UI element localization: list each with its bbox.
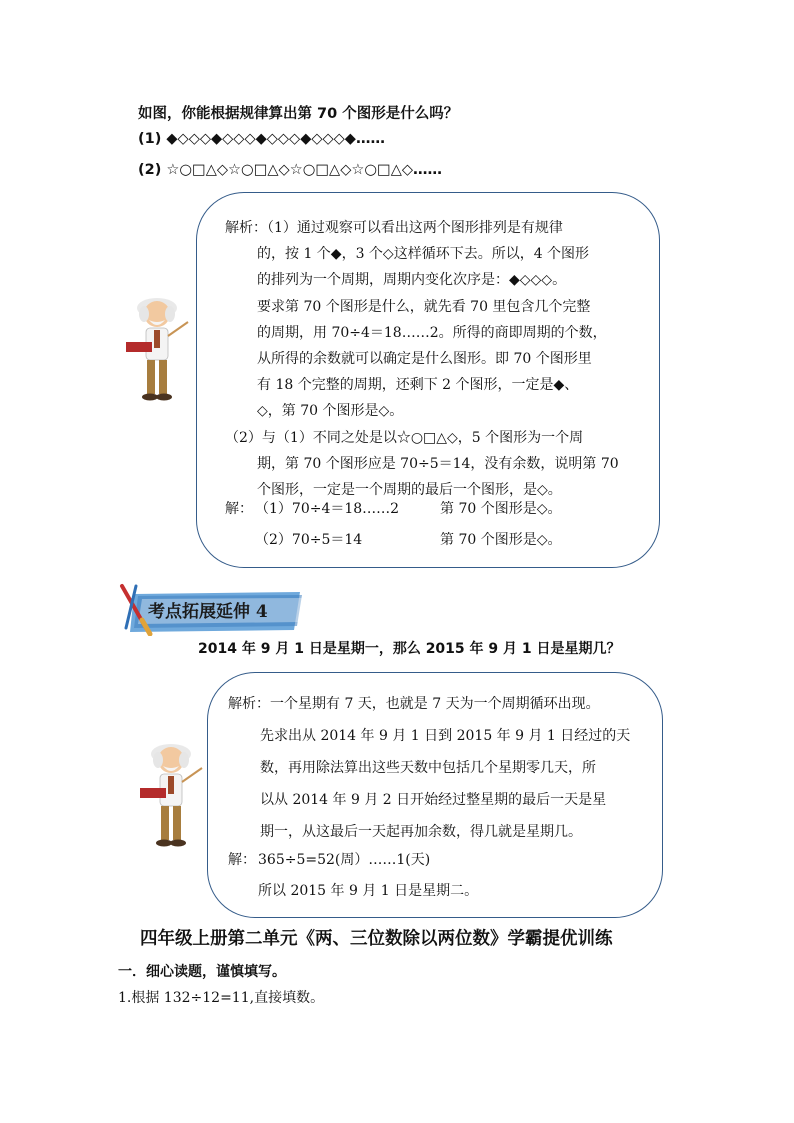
analysis-line: 数，再用除法算出这些天数中包括几个星期零几天，所: [260, 760, 596, 776]
solution-line-1: 365÷5=52(周）……1(天): [258, 852, 431, 868]
section-title: 一．细心读题，谨慎填写。: [118, 964, 286, 980]
pattern-line-1: (1) ◆◇◇◇◆◇◇◇◆◇◇◇◆◇◇◇◆……: [138, 131, 385, 147]
analysis-line: 解析：一个星期有 7 天，也就是 7 天为一个周期循环出现。: [228, 696, 600, 712]
analysis-line: 以从 2014 年 9 月 2 日开始经过整星期的最后一天是星: [260, 792, 607, 808]
analysis-line: 要求第 70 个图形是什么，就先看 70 里包含几个完整: [257, 298, 591, 315]
analysis-line: 的周期，用 70÷4＝18……2。所得的商即周期的个数，: [257, 324, 607, 341]
unit-title: 四年级上册第二单元《两、三位数除以两位数》学霸提优训练: [140, 929, 613, 949]
analysis-line: 的，按 1 个◆，3 个◇这样循环下去。所以，4 个图形: [257, 246, 590, 263]
question-2-title: 2014 年 9 月 1 日是星期一，那么 2015 年 9 月 1 日是星期几？: [198, 641, 621, 657]
analysis-text-2: [228, 688, 658, 848]
analysis-line: 期，第 70 个图形应是 70÷5＝14，没有余数，说明第 70: [257, 455, 619, 472]
analysis-text-1: [225, 215, 645, 503]
banner-title: 考点拓展延伸 4: [148, 602, 268, 622]
analysis-line: 有 18 个完整的周期，还剩下 2 个图形，一定是◆、: [257, 377, 579, 394]
analysis-line: 期一，从这最后一天起再加余数，得几就是星期几。: [260, 824, 582, 840]
solution-label: 解：: [225, 501, 253, 517]
professor-illustration: [122, 290, 192, 405]
solution-expr-1: （1）70÷4＝18……2: [255, 501, 400, 517]
analysis-line: ◇，第 70 个图形是◇。: [257, 403, 404, 420]
analysis-line: （2）与（1）不同之处是以☆○□△◇，5 个图形为一个周: [225, 429, 584, 446]
pattern-line-2: (2) ☆○□△◇☆○□△◇☆○□△◇☆○□△◇……: [138, 162, 443, 178]
solution-label: 解：: [228, 852, 256, 868]
analysis-line: 先求出从 2014 年 9 月 1 日到 2015 年 9 月 1 日经过的天: [260, 728, 631, 744]
professor-illustration: [136, 736, 206, 851]
solution-line-2: 所以 2015 年 9 月 1 日是星期二。: [258, 883, 479, 899]
solution-expr-2: （2）70÷5＝14: [255, 532, 363, 548]
solution-answer-2: 第 70 个图形是◇。: [440, 532, 562, 548]
analysis-line: 的排列为一个周期，周期内变化次序是：◆◇◇◇。: [257, 272, 567, 289]
solution-answer-1: 第 70 个图形是◇。: [440, 501, 562, 517]
question-item-1: 1.根据 132÷12=11,直接填数。: [118, 990, 325, 1006]
analysis-line: 个图形，一定是一个周期的最后一个图形，是◇。: [257, 482, 562, 499]
question-title: 如图，你能根据规律算出第 70 个图形是什么吗？: [138, 106, 459, 122]
analysis-line: 解析：（1）通过观察可以看出这两个图形排列是有规律: [225, 220, 563, 236]
analysis-line: 从所得的余数就可以确定是什么图形。即 70 个图形里: [257, 351, 592, 368]
